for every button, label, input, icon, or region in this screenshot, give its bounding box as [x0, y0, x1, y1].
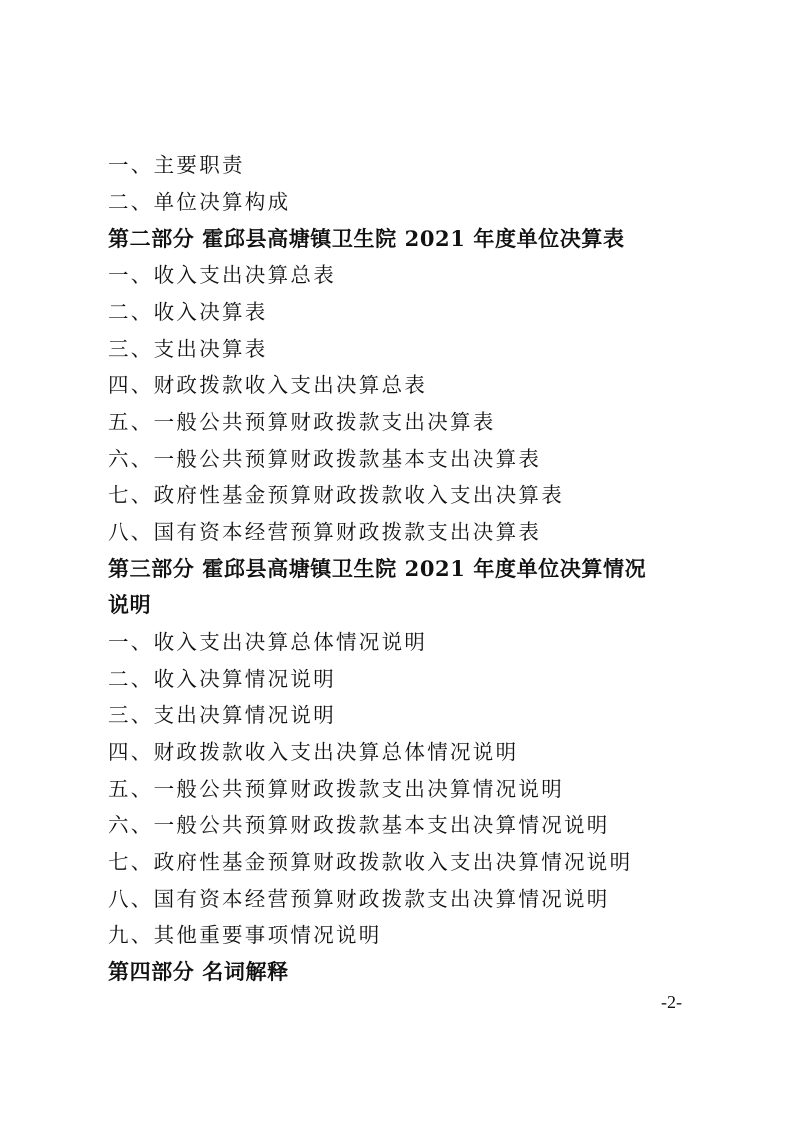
part3-heading-continued: 说明 — [108, 592, 152, 617]
toc-item: 一、收入支出决算总体情况说明 — [108, 630, 428, 654]
toc-item: 四、财政拨款收入支出决算总表 — [108, 373, 428, 397]
toc-item: 三、支出决算表 — [108, 337, 268, 361]
toc-item: 七、政府性基金预算财政拨款收入支出决算表 — [108, 483, 564, 507]
toc-item: 七、政府性基金预算财政拨款收入支出决算情况说明 — [108, 850, 633, 874]
toc-item: 三、支出决算情况说明 — [108, 703, 336, 727]
toc-item: 六、一般公共预算财政拨款基本支出决算情况说明 — [108, 813, 610, 837]
part3-heading: 第三部分 霍邱县高塘镇卫生院 2021 年度单位决算情况 — [108, 556, 647, 581]
toc-item-unit-composition: 二、单位决算构成 — [108, 190, 291, 214]
toc-item: 一、收入支出决算总表 — [108, 263, 336, 287]
toc-item: 二、收入决算情况说明 — [108, 667, 336, 691]
toc-item: 四、财政拨款收入支出决算总体情况说明 — [108, 740, 519, 764]
toc-item: 六、一般公共预算财政拨款基本支出决算表 — [108, 447, 542, 471]
part4-heading: 第四部分 名词解释 — [108, 959, 289, 984]
toc-item: 五、一般公共预算财政拨款支出决算情况说明 — [108, 777, 564, 801]
toc-item: 二、收入决算表 — [108, 300, 268, 324]
toc-item: 八、国有资本经营预算财政拨款支出决算情况说明 — [108, 887, 610, 911]
toc-item: 八、国有资本经营预算财政拨款支出决算表 — [108, 520, 542, 544]
page-number: -2- — [661, 992, 682, 1012]
toc-item: 五、一般公共预算财政拨款支出决算表 — [108, 410, 496, 434]
toc-item-main-duties: 一、主要职责 — [108, 153, 245, 177]
part2-heading: 第二部分 霍邱县高塘镇卫生院 2021 年度单位决算表 — [108, 226, 625, 251]
toc-item: 九、其他重要事项情况说明 — [108, 923, 382, 947]
